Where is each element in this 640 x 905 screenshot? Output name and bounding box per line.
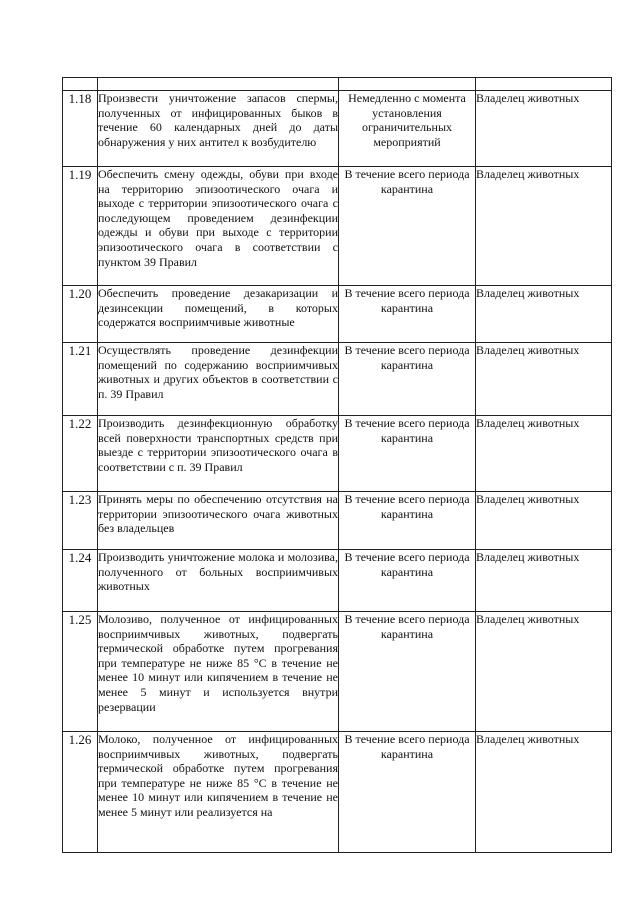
table-row (63, 416, 612, 492)
header-cell-term (339, 78, 476, 91)
measures-table (62, 77, 612, 853)
row-responsible: Владелец животных (476, 91, 612, 167)
table-row (63, 492, 612, 550)
row-action: Производить дезинфекционную обработку всей поверхности транспортных средств при выезде с территории эпизоотического очага в соответствии с п. 39 Правил (98, 416, 339, 492)
table-row (63, 612, 612, 732)
row-action: Молоко, полученное от инфицированных восприимчивых животных, подвергать термической обработке путем прогревания при температуре не ниже 85 °С в течение не менее 10 минут или кипячением в течение не менее 5 минут или реализуется на (98, 732, 339, 853)
row-number: 1.26 (63, 732, 98, 853)
table-row (63, 91, 612, 167)
table-row (63, 732, 612, 853)
header-cell-num (63, 78, 98, 91)
row-number: 1.22 (63, 416, 98, 492)
row-number: 1.21 (63, 343, 98, 416)
row-action: Молозиво, полученное от инфицированных восприимчивых животных, подвергать термической обработке путем прогревания при температуре не ниже 85 °С в течение не менее 10 минут или кипячением в течение не менее 5 минут и используется внутри резервации (98, 612, 339, 732)
row-action: Обеспечить смену одежды, обуви при входе на территорию эпизоотического очага и выходе с территории эпизоотического очага с последующем проведением дезинфекции одежды и обуви при выходе с территории эпизоотического очага в соответствии с пунктом 39 Правил (98, 167, 339, 286)
table-row (63, 550, 612, 612)
row-responsible: Владелец животных (476, 167, 612, 286)
row-number: 1.18 (63, 91, 98, 167)
row-responsible: Владелец животных (476, 286, 612, 343)
row-term: В течение всего периода карантина (339, 286, 476, 343)
table-row (63, 343, 612, 416)
row-term: Немедленно с момента установления ограничительных мероприятий (339, 91, 476, 167)
row-responsible: Владелец животных (476, 343, 612, 416)
row-action: Обеспечить проведение дезакаризации и дезинсекции помещений, в которых содержатся восприимчивые животные (98, 286, 339, 343)
row-term: В течение всего периода карантина (339, 612, 476, 732)
row-action: Принять меры по обеспечению отсутствия на территории эпизоотического очага животных без владельцев (98, 492, 339, 550)
header-cell-responsible (476, 78, 612, 91)
row-responsible: Владелец животных (476, 612, 612, 732)
row-number: 1.23 (63, 492, 98, 550)
row-term: В течение всего периода карантина (339, 343, 476, 416)
row-responsible: Владелец животных (476, 416, 612, 492)
row-number: 1.24 (63, 550, 98, 612)
row-action: Осуществлять проведение дезинфекции помещений по содержанию восприимчивых животных и других объектов в соответствии с п. 39 Правил (98, 343, 339, 416)
row-responsible: Владелец животных (476, 732, 612, 853)
header-row (63, 78, 612, 91)
row-term: В течение всего периода карантина (339, 492, 476, 550)
row-number: 1.19 (63, 167, 98, 286)
row-number: 1.25 (63, 612, 98, 732)
row-term: В течение всего периода карантина (339, 732, 476, 853)
row-term: В течение всего периода карантина (339, 416, 476, 492)
table-row (63, 167, 612, 286)
header-cell-action (98, 78, 339, 91)
row-action: Производить уничтожение молока и молозива, полученного от больных восприимчивых животных (98, 550, 339, 612)
row-responsible: Владелец животных (476, 550, 612, 612)
table-row (63, 286, 612, 343)
row-term: В течение всего периода карантина (339, 550, 476, 612)
row-action: Произвести уничтожение запасов спермы, полученных от инфицированных быков в течение 60 календарных дней до даты обнаружения у них антител к возбудителю (98, 91, 339, 167)
row-number: 1.20 (63, 286, 98, 343)
row-term: В течение всего периода карантина (339, 167, 476, 286)
row-responsible: Владелец животных (476, 492, 612, 550)
